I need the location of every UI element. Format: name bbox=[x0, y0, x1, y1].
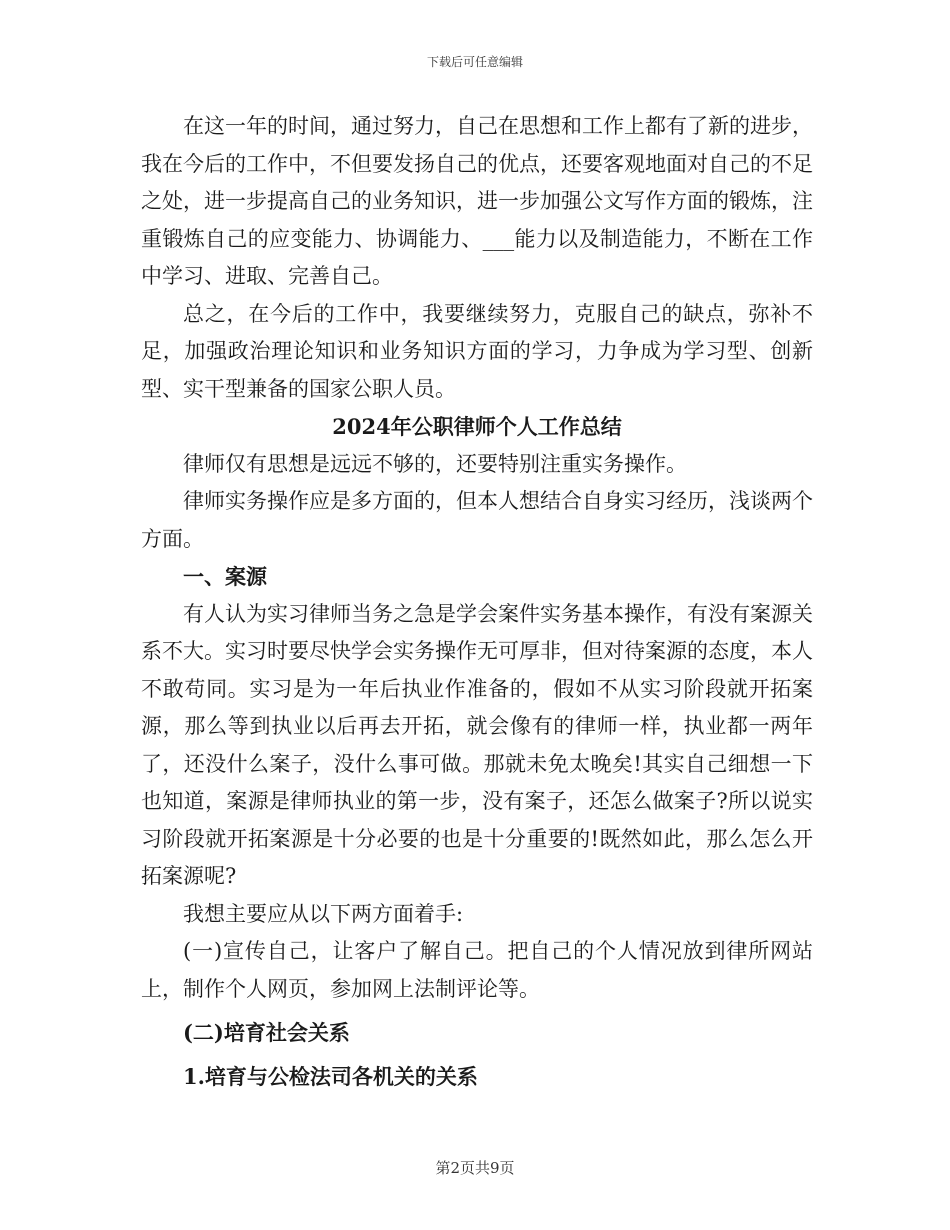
paragraph: 总之，在今后的工作中，我要继续努力，克服自己的缺点，弥补不足，加强政治理论知识和业务知识方面的学习，力争成为学习型、创新型、实干型兼备的国家公职人员。 bbox=[141, 301, 813, 401]
page-header: 下载后可任意编辑 bbox=[426, 55, 523, 69]
paragraph: 在这一年的时间，通过努力，自己在思想和工作上都有了新的进步，我在今后的工作中，不但要发扬自己的优点，还要客观地面对自己的不足之处，进一步提高自己的业务知识，进一步加强公文写作方面的锻炼，注重锻炼自己的应变能力、协调能力、___能力以及制造能力，不断在工作中学习、进取、完善自己。 bbox=[141, 114, 813, 288]
paragraph: (一)宣传自己，让客户了解自己。把自己的个人情况放到律所网站上，制作个人网页，参加网上法制评论等。 bbox=[141, 939, 813, 1001]
paragraph: 律师仅有思想是远远不够的，还要特别注重实务操作。 bbox=[183, 451, 687, 476]
heading-agency-relations: 1.培育与公检法司各机关的关系 bbox=[183, 1063, 478, 1089]
paragraph: 我想主要应从以下两方面着手: bbox=[183, 901, 464, 926]
document-body bbox=[141, 108, 813, 1095]
page-number: 第2页共9页 bbox=[435, 1159, 515, 1177]
heading-case-source: 一、案源 bbox=[183, 564, 267, 589]
section-title: 2024年公职律师个人工作总结 bbox=[332, 414, 622, 439]
heading-social-relations: (二)培育社会关系 bbox=[183, 1020, 350, 1045]
paragraph: 律师实务操作应是多方面的，但本人想结合自身实习经历，浅谈两个方面。 bbox=[141, 489, 813, 551]
paragraph: 有人认为实习律师当务之急是学会案件实务基本操作，有没有案源关系不大。实习时要尽快学会实务操作无可厚非，但对待案源的态度，本人不敢苟同。实习是为一年后执业作准备的，假如不从实习阶段就开拓案源，那么等到执业以后再去开拓，就会像有的律师一样，执业都一两年了，还没什么案子，没什么事可做。那就未免太晚矣!其实自己细想一下也知道，案源是律师执业的第一步，没有案子，还怎么做案子?所以说实习阶段就开拓案源是十分必要的也是十分重要的!既然如此，那么怎么开拓案源呢? bbox=[141, 601, 813, 888]
